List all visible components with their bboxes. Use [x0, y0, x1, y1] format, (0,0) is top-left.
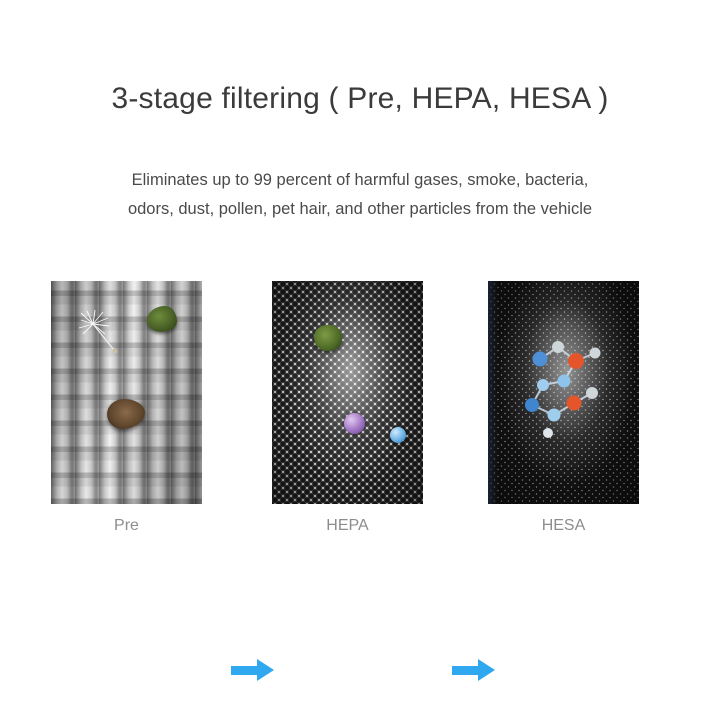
page-title: 3-stage filtering ( Pre, HEPA, HESA ): [111, 82, 609, 115]
page-subtitle: [0, 166, 720, 224]
leaf-debris: [147, 306, 177, 332]
hepa-mesh-vignette: [272, 281, 423, 504]
virus-particle-blue: [390, 427, 406, 443]
stage-hepa-caption: HEPA: [326, 517, 369, 534]
filter-stage-row: [0, 281, 720, 551]
virus-particle-purple: [344, 413, 365, 434]
pre-filter-shading: [51, 281, 202, 504]
stage-hesa: [488, 281, 639, 535]
arrow-shaft: [231, 666, 259, 675]
arrow-pre-to-hepa-icon: [231, 659, 275, 681]
arrow-head: [478, 659, 495, 681]
stage-pre-caption: Pre: [114, 517, 139, 534]
subtitle-line-2: odors, dust, pollen, pet hair, and other particles from the vehicle: [127, 200, 593, 218]
arrow-shaft: [452, 666, 480, 675]
stage-pre-image: [51, 281, 202, 504]
stage-hesa-caption: HESA: [541, 517, 586, 534]
stage-hesa-image: [488, 281, 639, 504]
stage-pre: [51, 281, 202, 535]
arrow-head: [257, 659, 274, 681]
subtitle-line-1: Eliminates up to 99 percent of harmful gases, smoke, bacteria,: [131, 171, 589, 189]
stage-hepa-image: [272, 281, 423, 504]
arrow-hepa-to-hesa-icon: [452, 659, 496, 681]
pollen-clump: [314, 325, 342, 351]
gas-molecule-cluster: [488, 281, 639, 504]
dandelion-seed-icon: [77, 309, 121, 353]
stage-hepa: [272, 281, 423, 535]
